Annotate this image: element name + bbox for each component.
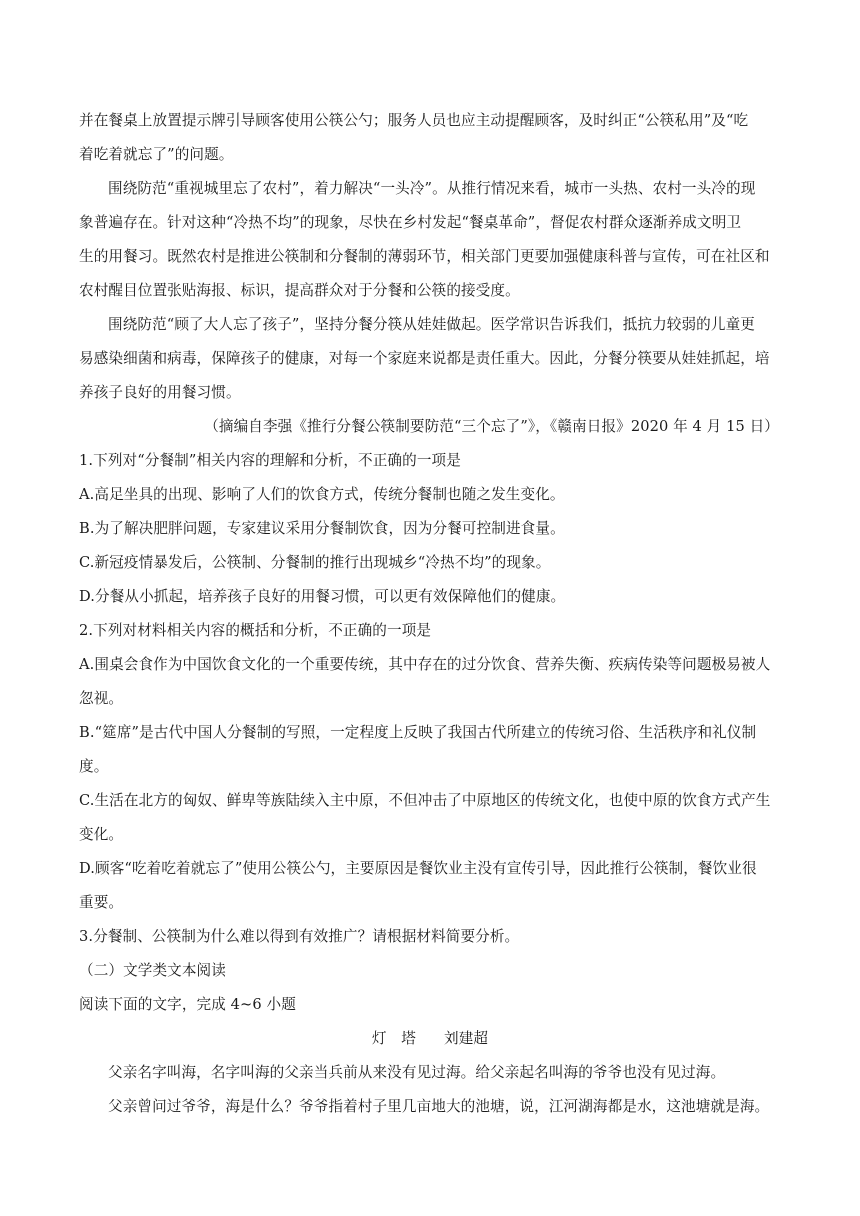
text-line: 养孩子良好的用餐习惯。 xyxy=(79,384,241,401)
question-1 xyxy=(79,444,781,614)
document-body xyxy=(79,104,781,1124)
text-line: 易感染细菌和病毒，保障孩子的健康，对每一个家庭来说都是责任重大。因此，分餐分筷要从娃娃抓起，培 xyxy=(79,350,770,367)
paragraph-children xyxy=(79,308,781,410)
section-heading: （二）文学类文本阅读 xyxy=(79,962,226,979)
paragraph-rural xyxy=(79,172,781,308)
text-line: 围绕防范“重视城里忘了农村”，着力解决“一头冷”。从推行情况来看，城市一头热、农村一头冷的现 xyxy=(108,180,756,197)
text-line: 并在餐桌上放置提示牌引导顾客使用公筷公勺；服务人员也应主动提醒顾客，及时纠正“公筷私用”及“吃 xyxy=(79,112,749,129)
option-a: A.高足坐具的出现、影响了人们的饮食方式，传统分餐制也随之发生变化。 xyxy=(79,486,565,503)
story-line: 父亲曾问过爷爷，海是什么？爷爷指着村子里几亩地大的池塘，说，江河湖海都是水，这池塘就是海。 xyxy=(108,1098,770,1115)
option-d: D.顾客“吃着吃着就忘了”使用公筷公勺，主要原因是餐饮业主没有宣传引导，因此推行公筷制，餐饮业很 xyxy=(79,860,757,877)
text-line: 着吃着就忘了”的问题。 xyxy=(79,146,234,163)
option-d-continued: 重要。 xyxy=(79,894,124,911)
section-instruction: 阅读下面的文字，完成 4~6 小题 xyxy=(79,996,296,1013)
text-line: 农村醒目位置张贴海报、标识，提高群众对于分餐和公筷的接受度。 xyxy=(79,282,520,299)
paragraph-public-chopsticks xyxy=(79,104,781,172)
option-c-continued: 变化。 xyxy=(79,826,124,843)
question-2 xyxy=(79,614,781,920)
option-b: B.为了解决肥胖问题，专家建议采用分餐制饮食，因为分餐可控制进食量。 xyxy=(79,520,565,537)
option-a: A.围桌会食作为中国饮食文化的一个重要传统，其中存在的过分饮食、营养失衡、疾病传染等问题极易被人 xyxy=(79,656,771,673)
option-b: B.“筵席”是古代中国人分餐制的写照，一定程度上反映了我国古代所建立的传统习俗、生活秩序和礼仪制 xyxy=(79,724,757,741)
question-3 xyxy=(79,920,781,954)
source-citation: （摘编自李强《推行分餐公筷制要防范“三个忘了”》，《赣南日报》2020 年 4 月 15 日） xyxy=(204,418,779,435)
option-c: C.生活在北方的匈奴、鲜卑等族陆续入主中原，不但冲击了中原地区的传统文化，也使中原的饮食方式产生 xyxy=(79,792,771,809)
option-d: D.分餐从小抓起，培养孩子良好的用餐习惯，可以更有效保障他们的健康。 xyxy=(79,588,566,605)
text-line: 生的用餐习。既然农村是推进公筷制和分餐制的薄弱环节，相关部门更要加强健康科普与宣传，可在社区和 xyxy=(79,248,770,265)
option-c: C.新冠疫情暴发后，公筷制、分餐制的推行出现城乡“冷热不均”的现象。 xyxy=(79,554,551,571)
option-b-continued: 度。 xyxy=(79,758,109,775)
story-line: 父亲名字叫海，名字叫海的父亲当兵前从来没有见过海。给父亲起名叫海的爷爷也没有见过海。 xyxy=(108,1064,726,1081)
text-line: 象普遍存在。针对这种“冷热不均”的现象，尽快在乡村发起“餐桌革命”，督促农村群众逐渐养成文明卫 xyxy=(79,214,742,231)
question-stem: 1.下列对“分餐制”相关内容的理解和分析，不正确的一项是 xyxy=(79,452,461,469)
option-a-continued: 忽视。 xyxy=(79,690,124,707)
section-literary-reading xyxy=(79,954,781,1124)
story-title: 灯 塔 xyxy=(371,1030,416,1047)
question-stem: 3.分餐制、公筷制为什么难以得到有效推广？请根据材料简要分析。 xyxy=(79,928,520,945)
text-line: 围绕防范“顾了大人忘了孩子”，坚持分餐分筷从娃娃做起。医学常识告诉我们，抵抗力较弱的儿童更 xyxy=(108,316,755,333)
question-stem: 2.下列对材料相关内容的概括和分析，不正确的一项是 xyxy=(79,622,432,639)
story-title-line xyxy=(79,1022,781,1056)
story-author: 刘建超 xyxy=(444,1030,489,1047)
